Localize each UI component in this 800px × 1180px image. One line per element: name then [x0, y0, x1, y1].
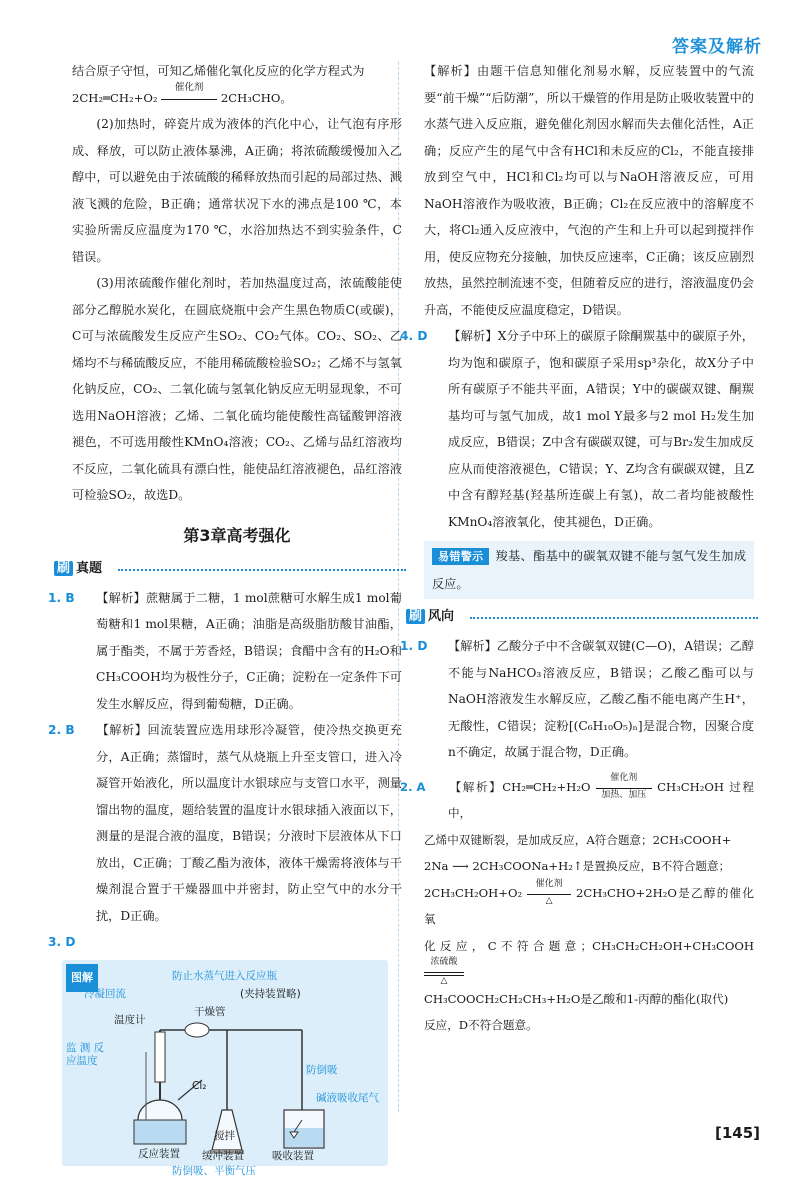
warning-tag: 易错警示	[432, 548, 489, 565]
answer-item	[48, 717, 402, 929]
equation	[424, 933, 754, 986]
section-badge: 刷	[406, 609, 425, 624]
arrow-condition-top: 催化剂	[535, 879, 563, 889]
answer-item	[48, 585, 402, 718]
equation-lhs: 【解析】CH₂═CH₂+H₂O	[448, 779, 591, 794]
page-header: 答案及解析	[672, 37, 762, 57]
answer-text: 【解析】乙酸分子中不含碳氧双键(C—O)，A错误；乙醇不能与NaHCO₃溶液反应，B错误；乙酸乙酯可以与NaOH溶液发生水解反应，乙酸乙酯不能电离产生H⁺，无酸性，C错误；淀粉[(C₆H₁₀O₅)ₙ]是混合物，因聚合度n不确定，故属于混合物，D正确。	[448, 639, 754, 759]
answer-number: 2. B	[48, 723, 75, 737]
paragraph: 【解析】由题干信息知催化剂易水解，反应装置中的气流要“前干燥”“后防潮”，所以干燥管的作用是防止吸收装置中的水蒸气进入反应瓶，避免催化剂因水解而失去催化活性，A正确；反应产生的尾气中含有HCl和未反应的Cl₂，不能直接排放到空气中，HCl和Cl₂均可以与NaOH溶液反应，可用NaOH溶液作为吸收液，B正确；Cl₂在反应液中的溶解度不大，将Cl₂通入反应液中，气泡的产生和上升可以起到搅拌作用，使反应物充分接触，加快反应速率，C正确；该反应剧烈放热，虽然控制流速不变，但随着反应的进行，溶液温度仍会升高，不能使反应温度稳定，D错误。	[424, 64, 754, 317]
text-line: CH₃COOCH₂CH₂CH₃+H₂O是乙酸和1-丙醇的酯化(取代)	[424, 991, 729, 1006]
answer-text: 【解析】回流装置应选用球形冷凝管，使冷热交换更充分，A正确；蒸馏时，蒸气从烧瓶上升至支管口，进入冷凝管开始液化，所以温度计水银球应与支管口水平，测量馏出物的温度，题给装置的温度计水银球插入液面以下，测量的是混合液的温度，B错误；分液时下层液体从下口放出，C正确；丁酸乙酯为液体，液体干燥需将液体与干燥剂混合置于干燥器皿中并密封，防止空气中的水分干扰，D正确。	[96, 723, 402, 923]
label-absorb-device: 吸收装置	[272, 1149, 314, 1162]
answer-item	[400, 773, 755, 827]
paragraph: 结合原子守恒，可知乙烯催化氧化反应的化学方程式为	[72, 64, 365, 78]
diagram-tag: 图解	[66, 964, 98, 993]
equation-lhs: 化反应，C不符合题意；CH₃CH₂CH₂OH+CH₃COOH	[424, 938, 754, 953]
answer-text: 【解析】X分子中环上的碳原子除酮羰基中的碳原子外，均为饱和碳原子，饱和碳原子采用sp³杂化，故X分子中所有碳原子不能共平面，A错误；Y中的碳碳双键、酮羰基均可与氢气加成，故1 mol Y最多与2 mol H₂发生加成反应，B错误；Z中含有碳碳双键，可与Br₂发生加成反应从而使溶液褪色，C错误；Y、Z均含有碳碳双键，且Z中含有醇羟基(羟基所连碳上有氢)，故二者均能被酸性KMnO₄溶液氧化，使其褪色，D正确。	[448, 329, 754, 529]
section-tag	[48, 559, 108, 579]
answer-number: 4. D	[400, 329, 428, 343]
section-name: 风向	[428, 609, 455, 624]
label-react: 反应装置	[138, 1147, 180, 1160]
equation-rhs: 2CH₃CHO+2H₂O是乙醇的催化氧	[424, 885, 754, 926]
arrow-condition-top: 催化剂	[610, 773, 638, 783]
section-tag	[400, 607, 460, 627]
arrow-condition-bottom: △	[545, 896, 553, 906]
paragraph: (2)加热时，碎瓷片成为液体的汽化中心，让气泡有序形成、释放，可以防止液体暴沸，A正确；将浓硫酸缓慢加入乙醇中，可以避免由于浓硫酸的稀释放热而引起的局部过热、溅液飞溅的危险，B正确；通常状况下水的沸点是100 ℃，本实验所需反应温度为170 ℃，水浴加热达不到实验条件，C错误。	[72, 117, 402, 264]
text-line: 反应，D不符合题意。	[424, 1018, 538, 1032]
label-dryer: 干燥管	[194, 1005, 226, 1018]
section-name: 真题	[76, 560, 103, 576]
page-number: [145]	[714, 1124, 760, 1142]
answer-text: 【解析】蔗糖属于二糖，1 mol蔗糖可水解生成1 mol葡萄糖和1 mol果糖，A正确；油脂是高级脂肪酸甘油酯，属于酯类，不属于芳香烃，B错误；食醋中含有的H₂O和CH₃COOH均为极性分子，C正确；淀粉在一定条件下可发生水解反应，得到葡萄糖，D正确。	[96, 590, 402, 711]
label-thermometer: 温度计	[114, 1013, 146, 1026]
text-line: 乙烯中双键断裂，是加成反应，A符合题意；2CH₃COOH+	[424, 832, 732, 847]
label-reflux: 冷凝回流	[84, 987, 126, 1000]
arrow-condition-bottom: 加热、加压	[601, 790, 647, 800]
reaction-arrow	[596, 773, 652, 800]
answer-item	[400, 633, 754, 766]
answer-number: 1. D	[400, 639, 428, 653]
reaction-arrow	[527, 879, 571, 906]
equation-lhs: 2CH₃CH₂OH+O₂	[424, 885, 523, 900]
paragraph: (3)用浓硫酸作催化剂时，若加热温度过高，浓硫酸能使部分乙醇脱水炭化，在圆底烧瓶中会产生黑色物质C(或碳)，C可与浓硫酸发生反应产生SO₂、CO₂气体。CO₂、SO₂、乙烯均不与稀硫酸反应，不能用稀硫酸检验SO₂；乙烯不与氢氧化钠反应，CO₂、二氧化硫与氢氧化钠反应无明显现象，不可选用NaOH溶液；乙烯、二氧化硫均能使酸性高锰酸钾溶液褪色，不可选用酸性KMnO₄溶液；CO₂、乙烯与品红溶液均不反应，二氧化硫具有漂白性，能使品红溶液褪色，品红溶液可检验SO₂，故选D。	[72, 276, 402, 502]
answer-number: 3. D	[48, 935, 76, 949]
answer-item	[400, 323, 754, 535]
left-column	[48, 58, 402, 1180]
arrow-condition-top: 浓硫酸	[430, 957, 458, 967]
text-line: 2Na ⟶ 2CH₃COONa+H₂↑是置换反应，B不符合题意；	[424, 859, 731, 873]
label-antisuck: 防倒吸	[306, 1063, 338, 1076]
section-badge: 刷	[54, 561, 73, 576]
label-clamp: (夹持装置略)	[240, 987, 301, 1000]
reaction-arrow	[161, 82, 217, 100]
label-top: 防止水蒸气进入反应瓶	[172, 969, 277, 982]
warning-text: 羧基、酯基中的碳氧双键不能与氢气发生加成反应。	[432, 549, 747, 591]
chapter-title: 第3章高考强化	[183, 525, 291, 545]
answer-number: 2. A	[400, 779, 426, 794]
label-mixing: 搅拌	[214, 1129, 235, 1142]
equation-lhs: 2CH₂═CH₂+O₂	[72, 90, 158, 105]
right-column	[400, 58, 755, 1039]
error-warning-box	[424, 541, 754, 599]
apparatus-diagram	[62, 960, 388, 1166]
section-heading-zhenti	[48, 557, 402, 581]
label-monitor: 监测反应温度	[66, 1041, 104, 1067]
answer-item	[48, 929, 402, 956]
equation	[72, 82, 402, 112]
section-heading-fengxiang	[400, 605, 754, 629]
arrow-condition-bottom: △	[440, 976, 448, 986]
label-bottom: 防倒吸、平衡气压	[172, 1164, 256, 1177]
label-cl2: Cl₂	[192, 1079, 207, 1092]
equation	[424, 880, 754, 933]
arrow-condition: 催化剂	[174, 82, 204, 93]
dotted-rule	[118, 569, 406, 571]
reaction-arrow	[424, 957, 464, 986]
equation-rhs: 2CH₃CHO。	[220, 90, 292, 105]
answer-number: 1. B	[48, 590, 75, 605]
label-buffer: 缓冲装置	[202, 1149, 244, 1162]
dotted-rule	[470, 617, 758, 619]
equation-rhs: CH₃CH₂OH 过程中，	[448, 779, 755, 820]
label-absorb: 碱液吸收尾气	[316, 1091, 379, 1104]
